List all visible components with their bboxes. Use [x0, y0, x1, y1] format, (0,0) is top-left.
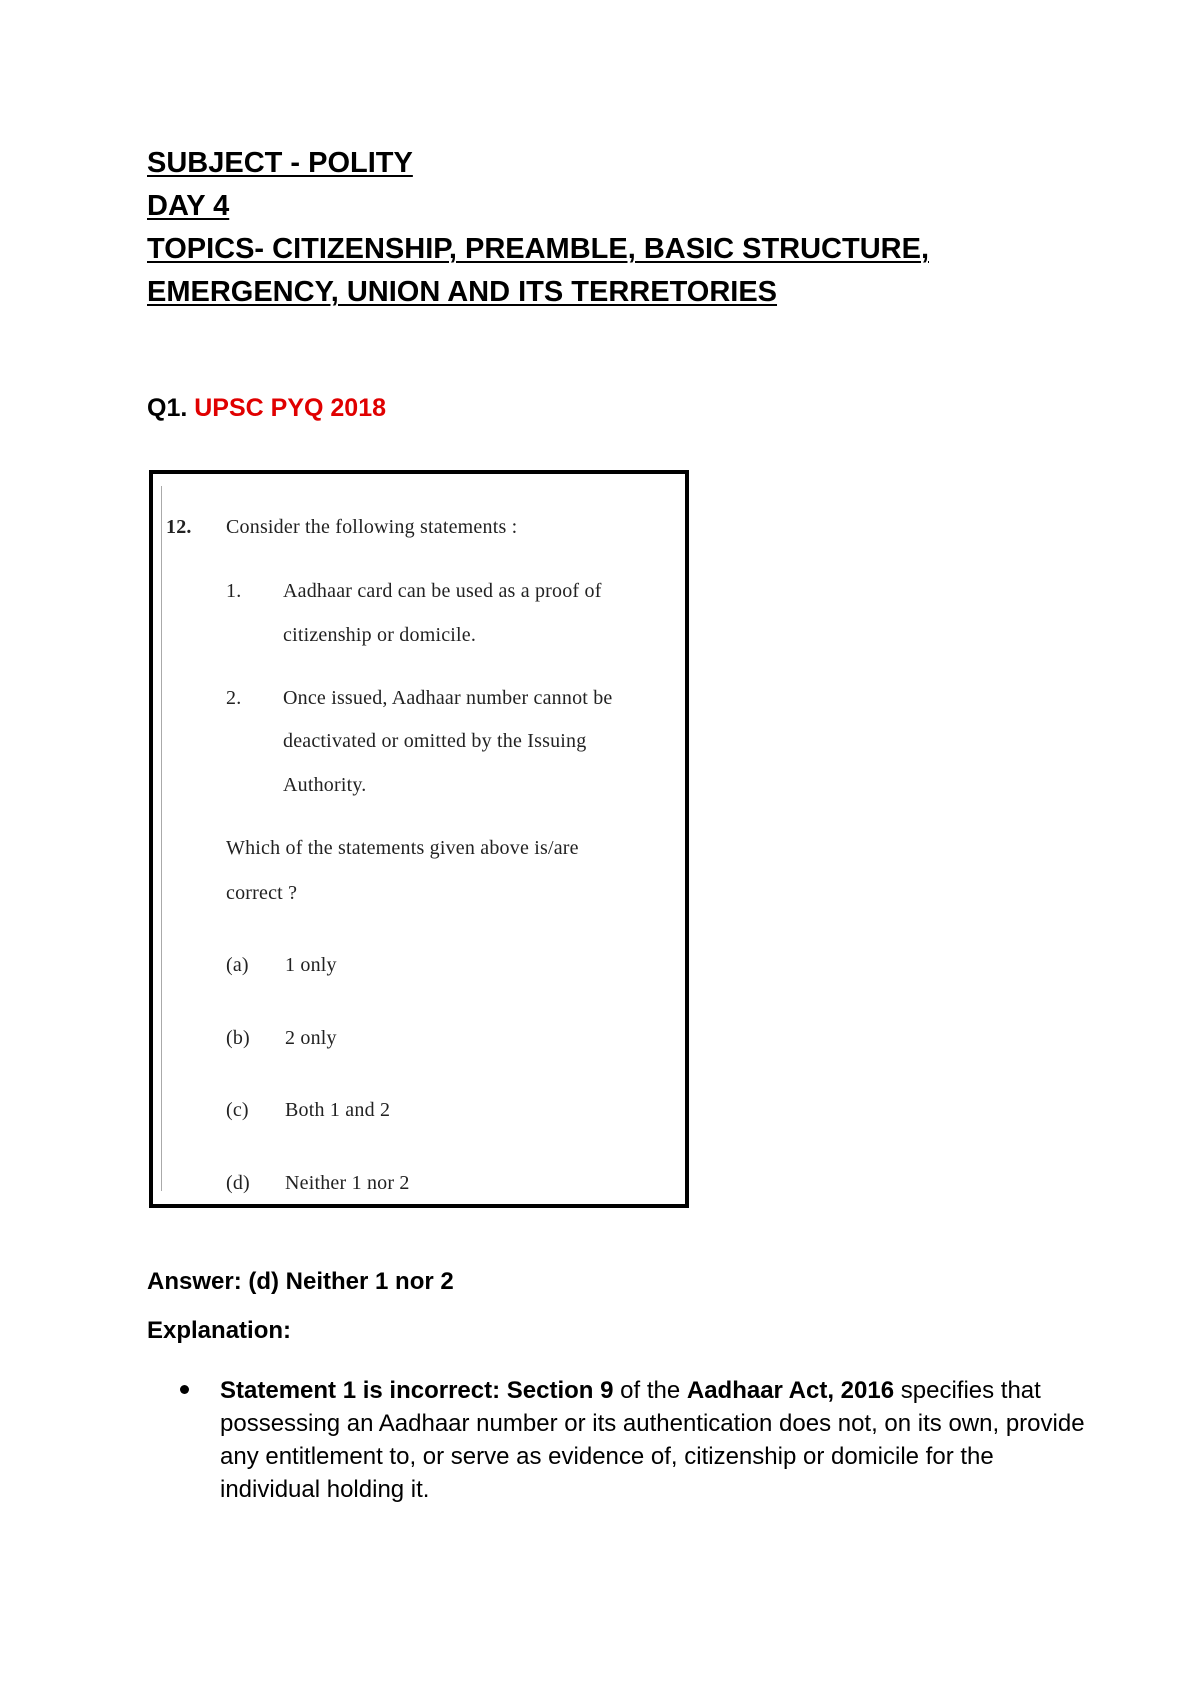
scan-statement-2-line-2: deactivated or omitted by the Issuing — [283, 730, 587, 752]
explanation-bold-statement: Statement 1 is incorrect: Section 9 — [220, 1377, 614, 1404]
explanation-bold-act: Aadhaar Act, 2016 — [686, 1377, 895, 1404]
scan-statement-1-number: 1. — [226, 580, 242, 602]
scan-margin-rule — [161, 486, 162, 1191]
scan-ask-line-2: correct ? — [226, 882, 298, 904]
explanation-label: Explanation: — [147, 1317, 292, 1344]
explanation-text-2: specifies that possessing an Aadhaar number or its authentication does not, on its own, provide any entitlement to, or serve as evidence of, citizenship or domicile for the individual holding it. — [220, 1377, 1085, 1503]
scan-ask-line-1: Which of the statements given above is/are — [226, 837, 579, 859]
bullet-dot-icon — [180, 1385, 189, 1394]
scanned-question-image — [149, 470, 689, 1208]
topics-heading-line-2: EMERGENCY, UNION AND ITS TERRETORIES — [147, 276, 778, 308]
subject-heading: SUBJECT - POLITY — [147, 147, 413, 179]
scan-option-b-text: 2 only — [285, 1027, 337, 1049]
scan-statement-2-line-1: Once issued, Aadhaar number cannot be — [283, 687, 613, 709]
question-source-tag: UPSC PYQ 2018 — [194, 394, 387, 422]
scan-option-a-key: (a) — [226, 954, 249, 976]
scan-question-intro: Consider the following statements : — [226, 516, 518, 538]
topics-heading-line-1: TOPICS- CITIZENSHIP, PREAMBLE, BASIC STRUCTURE, — [147, 233, 929, 265]
scan-option-d-key: (d) — [226, 1172, 250, 1194]
scan-statement-1-line-2: citizenship or domicile. — [283, 624, 477, 646]
explanation-item — [220, 1374, 1090, 1506]
scan-option-a-text: 1 only — [285, 954, 337, 976]
scan-option-d-text: Neither 1 nor 2 — [285, 1172, 410, 1194]
question-label: Q1. — [147, 394, 188, 422]
scan-statement-2-line-3: Authority. — [283, 774, 367, 796]
day-heading: DAY 4 — [147, 190, 230, 222]
scan-statement-2-number: 2. — [226, 687, 242, 709]
scan-option-c-key: (c) — [226, 1099, 249, 1121]
document-header — [147, 142, 1067, 314]
scan-option-b-key: (b) — [226, 1027, 250, 1049]
explanation-text-1: of the — [613, 1377, 687, 1404]
scan-question-number: 12. — [166, 516, 192, 538]
question-heading — [147, 392, 386, 424]
answer-line: Answer: (d) Neither 1 nor 2 — [147, 1268, 454, 1295]
scan-statement-1-line-1: Aadhaar card can be used as a proof of — [283, 580, 602, 602]
scan-option-c-text: Both 1 and 2 — [285, 1099, 391, 1121]
